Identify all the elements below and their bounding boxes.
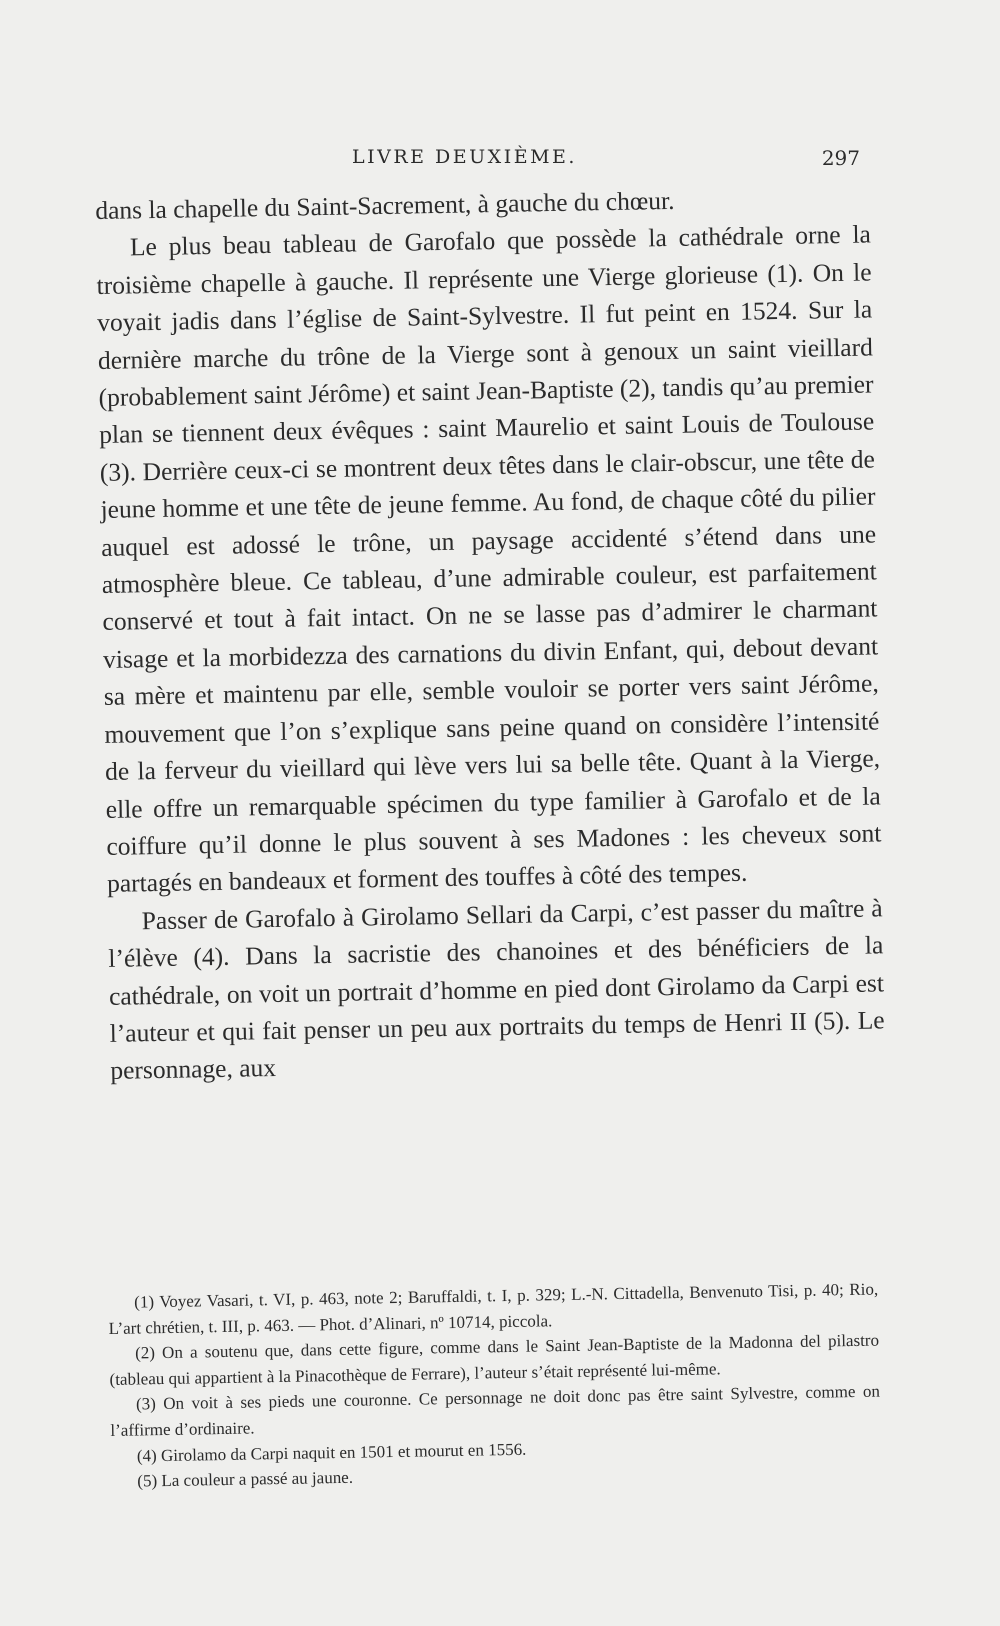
footnote-4: (4) Girolamo da Carpi naquit en 1501 et mourut en 1556. [136,1439,527,1466]
footnotes [108,1277,881,1495]
page-number: 297 [821,146,860,170]
footnote-1: (1) Voyez Vasari, t. VI, p. 463, note 2; Baruffaldi, t. I, p. 329; L.-N. Cittadella, Benvenuto Tisi, p. 40; Rio, L’art chrétien, t. III, p. 463. — Phot. d’Alinari, nº 10714, piccola. [108,1279,879,1338]
paragraph-2: Le plus beau tableau de Garofalo que possède la cathédrale orne la troisième chapelle à gauche. Il représente une Vierge glorieuse (1). On le voyait jadis dans l’église de Saint-Sylvestre. Il fut peint en 1524. Sur la dernière marche du trône de la Vierge sont à genoux un saint vieillard (probablement saint Jérôme) et saint Jean-Baptiste (2), tandis qu’au premier plan se tiennent deux évêques : saint Maurelio et saint Louis de Toulouse (3). Derrière ceux-ci se montrent deux têtes dans le clair-obscur, une tête de jeune homme et une tête de jeune femme. Au fond, de chaque côté du pilier auquel est adossé le trône, un paysage accidenté s’étend dans une atmosphère bleue. Ce tableau, d’une admirable couleur, est parfaitement conservé et tout à fait intact. On ne se lasse pas d’admirer le charmant visage et la morbidezza des carnations du divin Enfant, qui, debout devant sa mère et maintenu par elle, semble vouloir se porter vers saint Jérôme, mouvement que l’on s’explique sans peine quand on considère l’intensité de la ferveur du vieillard qui lève vers lui sa belle tête. Quant à la Vierge, elle offre un remarquable spécimen du type familier à Garofalo et de la coiffure qu’il donne le plus souvent à ses Madones : les cheveux sont partagés en bandeaux et forment des touffes à côté des tempes. [96,219,882,899]
running-head [100,146,860,172]
paragraph-1: dans la chapelle du Saint-Sacrement, à gauche du chœur. [95,185,675,225]
footnote-2: (2) On a soutenu que, dans cette figure, comme dans le Saint Jean-Baptiste de la Madonna del pilastro (tableau qui appartient à la Pinacothèque de Ferrare), l’auteur s’était représenté lui-même. [109,1330,880,1389]
footnote-5: (5) La couleur a passé au jaune. [137,1467,354,1491]
footnote-3: (3) On voit à ses pieds une couronne. Ce personnage ne doit donc pas être saint Sylvestre, comme on l’affirme d’ordinaire. [110,1381,881,1440]
paragraph-3: Passer de Garofalo à Girolamo Sellari da Carpi, c’est passer du maître à l’élève (4). Dans la sacristie des chanoines et des bénéficiers de la cathédrale, on voit un portrait d’homme en pied dont Girolamo da Carpi est l’auteur et qui fait penser un peu aux portraits du temps de Henri II (5). Le personnage, aux [108,893,885,1086]
main-text [95,178,886,1089]
running-title: LIVRE DEUXIÈME. [352,146,577,168]
